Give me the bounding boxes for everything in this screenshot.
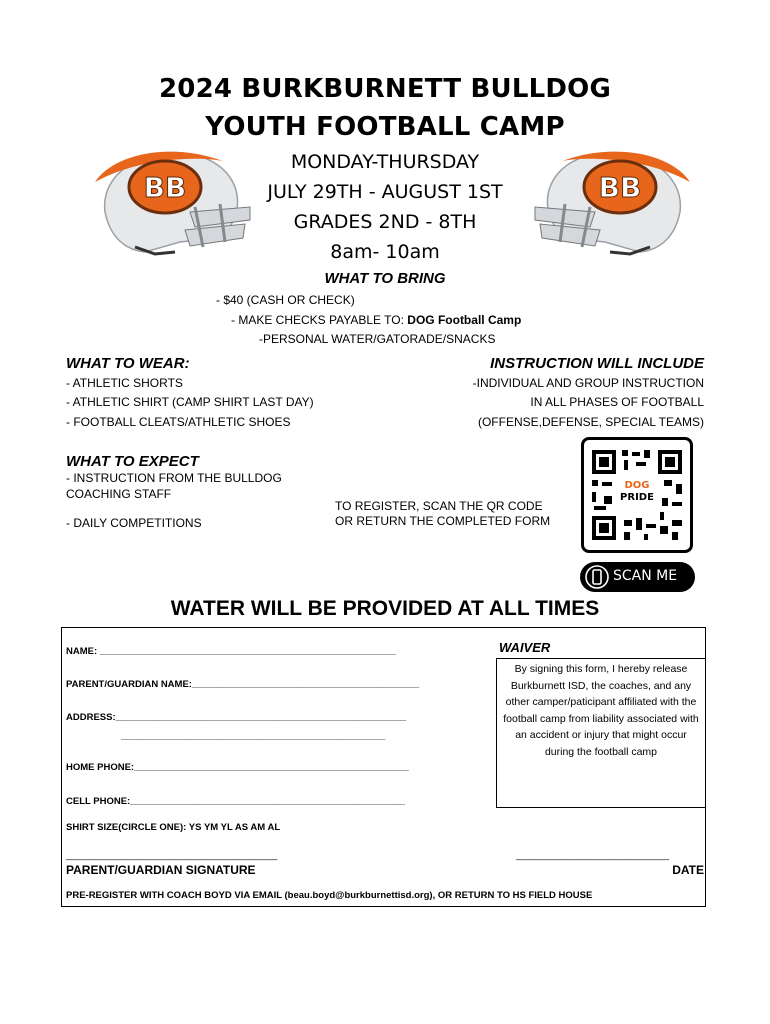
- title-line-1: 2024 BURKBURNETT BULLDOG: [159, 74, 611, 104]
- what-to-bring-heading: WHAT TO BRING: [324, 270, 446, 287]
- home-phone-field[interactable]: HOME PHONE:____________________________________________________: [66, 762, 409, 773]
- qr-code[interactable]: [581, 437, 693, 553]
- what-to-expect-heading: WHAT TO EXPECT: [66, 453, 199, 470]
- waiver-heading: WAIVER: [499, 640, 551, 655]
- helmet-right-icon: [530, 142, 700, 262]
- wear-item: - FOOTBALL CLEATS/ATHLETIC SHOES: [66, 415, 291, 429]
- instruction-heading: INSTRUCTION WILL INCLUDE: [490, 355, 704, 372]
- expect-item-instruction-cont: COACHING STAFF: [66, 487, 172, 501]
- bring-item-water: -PERSONAL WATER/GATORADE/SNACKS: [259, 332, 496, 346]
- wear-item: - ATHLETIC SHIRT (CAMP SHIRT LAST DAY): [66, 395, 314, 409]
- instruction-item: (OFFENSE,DEFENSE, SPECIAL TEAMS): [477, 415, 704, 429]
- register-line-1: TO REGISTER, SCAN THE QR CODE: [335, 499, 543, 513]
- date-line[interactable]: _____________________________: [516, 850, 670, 861]
- camp-dates: JULY 29TH - AUGUST 1ST: [267, 181, 503, 203]
- date-label: DATE: [672, 863, 704, 877]
- shirt-size-field[interactable]: SHIRT SIZE(CIRCLE ONE): YS YM YL AS AM AL: [66, 822, 281, 833]
- scan-me-label: SCAN ME: [613, 568, 678, 584]
- helmet-left-icon: [85, 142, 255, 262]
- instruction-item: IN ALL PHASES OF FOOTBALL: [530, 395, 704, 409]
- logo-bottom-text: PRIDE: [620, 492, 654, 503]
- address-field-line-2[interactable]: __________________________________________________: [121, 731, 386, 742]
- expect-item-competitions: - DAILY COMPETITIONS: [66, 516, 202, 530]
- bring-checks-payee: DOG Football Camp: [407, 313, 522, 327]
- bring-item-fee: - $40 (CASH OR CHECK): [216, 293, 355, 307]
- instruction-item: -INDIVIDUAL AND GROUP INSTRUCTION: [472, 376, 704, 390]
- phone-icon: [585, 565, 609, 589]
- signature-label: PARENT/GUARDIAN SIGNATURE: [66, 863, 256, 877]
- bring-checks-prefix: - MAKE CHECKS PAYABLE TO:: [231, 313, 408, 327]
- wear-item: - ATHLETIC SHORTS: [66, 376, 183, 390]
- scan-me-button[interactable]: [580, 562, 695, 592]
- preregister-note: PRE-REGISTER WITH COACH BOYD VIA EMAIL (beau.boyd@burkburnettisd.org), OR RETURN TO HS FIELD HOUSE: [66, 890, 593, 901]
- camp-grades: GRADES 2ND - 8TH: [293, 211, 477, 233]
- camp-days: MONDAY-THURSDAY: [290, 151, 480, 173]
- bring-item-checks: [231, 313, 521, 327]
- waiver-text: By signing this form, I hereby release Burkburnett ISD, the coaches, and any other camper/paticipant affiliated with the football camp from liability associated with an accident or injury that might occur during the football camp: [496, 658, 706, 808]
- dog-pride-logo: [616, 476, 658, 514]
- camp-time: 8am- 10am: [330, 241, 440, 263]
- svg-text:BB: BB: [598, 171, 642, 204]
- svg-text:BB: BB: [143, 171, 187, 204]
- logo-top-text: DOG: [624, 480, 650, 491]
- expect-item-instruction: - INSTRUCTION FROM THE BULLDOG: [66, 471, 282, 485]
- parent-name-field[interactable]: PARENT/GUARDIAN NAME:___________________________________________: [66, 679, 420, 690]
- name-field[interactable]: NAME: ________________________________________________________: [66, 646, 396, 657]
- what-to-wear-heading: WHAT TO WEAR:: [66, 355, 190, 372]
- register-line-2: OR RETURN THE COMPLETED FORM: [335, 514, 551, 528]
- signature-line[interactable]: ________________________________________: [66, 850, 278, 861]
- cell-phone-field[interactable]: CELL PHONE:____________________________________________________: [66, 796, 405, 807]
- title-line-2: YOUTH FOOTBALL CAMP: [205, 112, 565, 142]
- address-field[interactable]: ADDRESS:_______________________________________________________: [66, 712, 407, 723]
- water-banner: WATER WILL BE PROVIDED AT ALL TIMES: [170, 597, 600, 620]
